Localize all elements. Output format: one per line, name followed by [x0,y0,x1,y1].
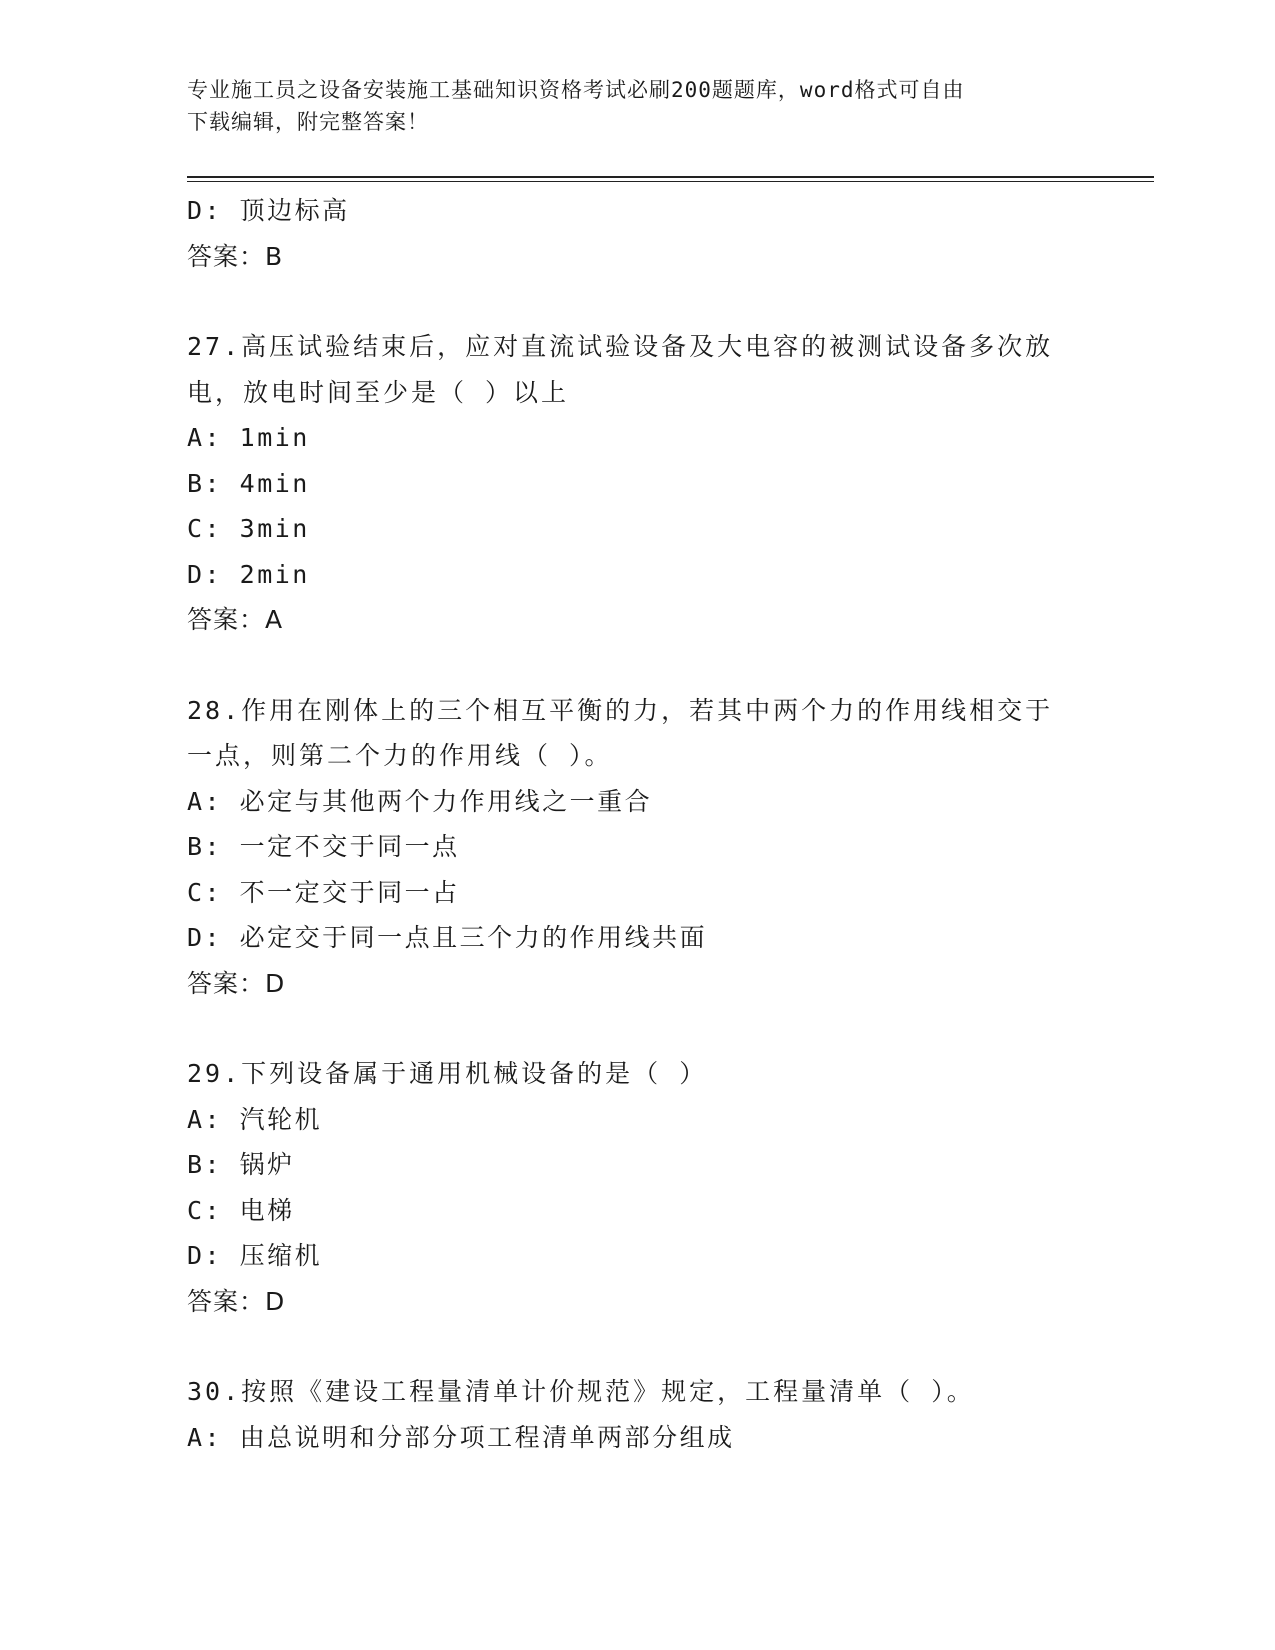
option-a: A: 1min [187,423,310,452]
question-stem-line: 一点，则第二个力的作用线（ ）。 [187,741,613,770]
option-c: C: 电梯 [187,1195,295,1225]
option-b: B: 锅炉 [187,1150,295,1179]
header-title-line-2: 下载编辑，附完整答案！ [187,110,429,134]
question-stem-line: 电，放电时间至少是（ ）以上 [187,377,570,407]
question-list [187,188,1087,1460]
header-divider-thick [187,176,1154,178]
option-c: C: 不一定交于同一占 [187,877,460,907]
answer: 答案：D [187,1286,286,1316]
question-stem-line: 27.高压试验结束后，应对直流试验设备及大电容的被测试设备多次放 [187,332,1054,361]
option-b: B: 4min [187,468,310,498]
question-stem-line: 30.按照《建设工程量清单计价规范》规定，工程量清单（ ）。 [187,1377,975,1406]
option-d: D: 2min [187,559,310,589]
answer: 答案：A [187,605,284,634]
question-29 [187,1051,1087,1324]
question-27 [187,324,1087,643]
header-divider-thin [187,181,1154,182]
option-b: B: 一定不交于同一点 [187,832,460,861]
question-stem-line: 29.下列设备属于通用机械设备的是（ ） [187,1059,708,1088]
option-d: D: 必定交于同一点且三个力的作用线共面 [187,923,708,952]
document-header [187,74,1067,138]
option-c: C: 3min [187,514,310,543]
question-30 [187,1369,1087,1460]
option-d: D: 压缩机 [187,1241,323,1270]
header-title-line-1: 专业施工员之设备安装施工基础知识资格考试必刷200题题库，word格式可自由 [187,78,965,102]
question-28 [187,688,1087,1007]
answer: 答案：D [187,968,286,998]
option-a: A: 由总说明和分部分项工程清单两部分组成 [187,1422,735,1452]
option-d-fragment: D: 顶边标高 [187,196,350,225]
option-a: A: 汽轮机 [187,1104,323,1134]
answer-fragment: 答案：B [187,241,284,271]
question-stem-line: 28.作用在刚体上的三个相互平衡的力，若其中两个力的作用线相交于 [187,695,1054,725]
option-a: A: 必定与其他两个力作用线之一重合 [187,786,653,816]
